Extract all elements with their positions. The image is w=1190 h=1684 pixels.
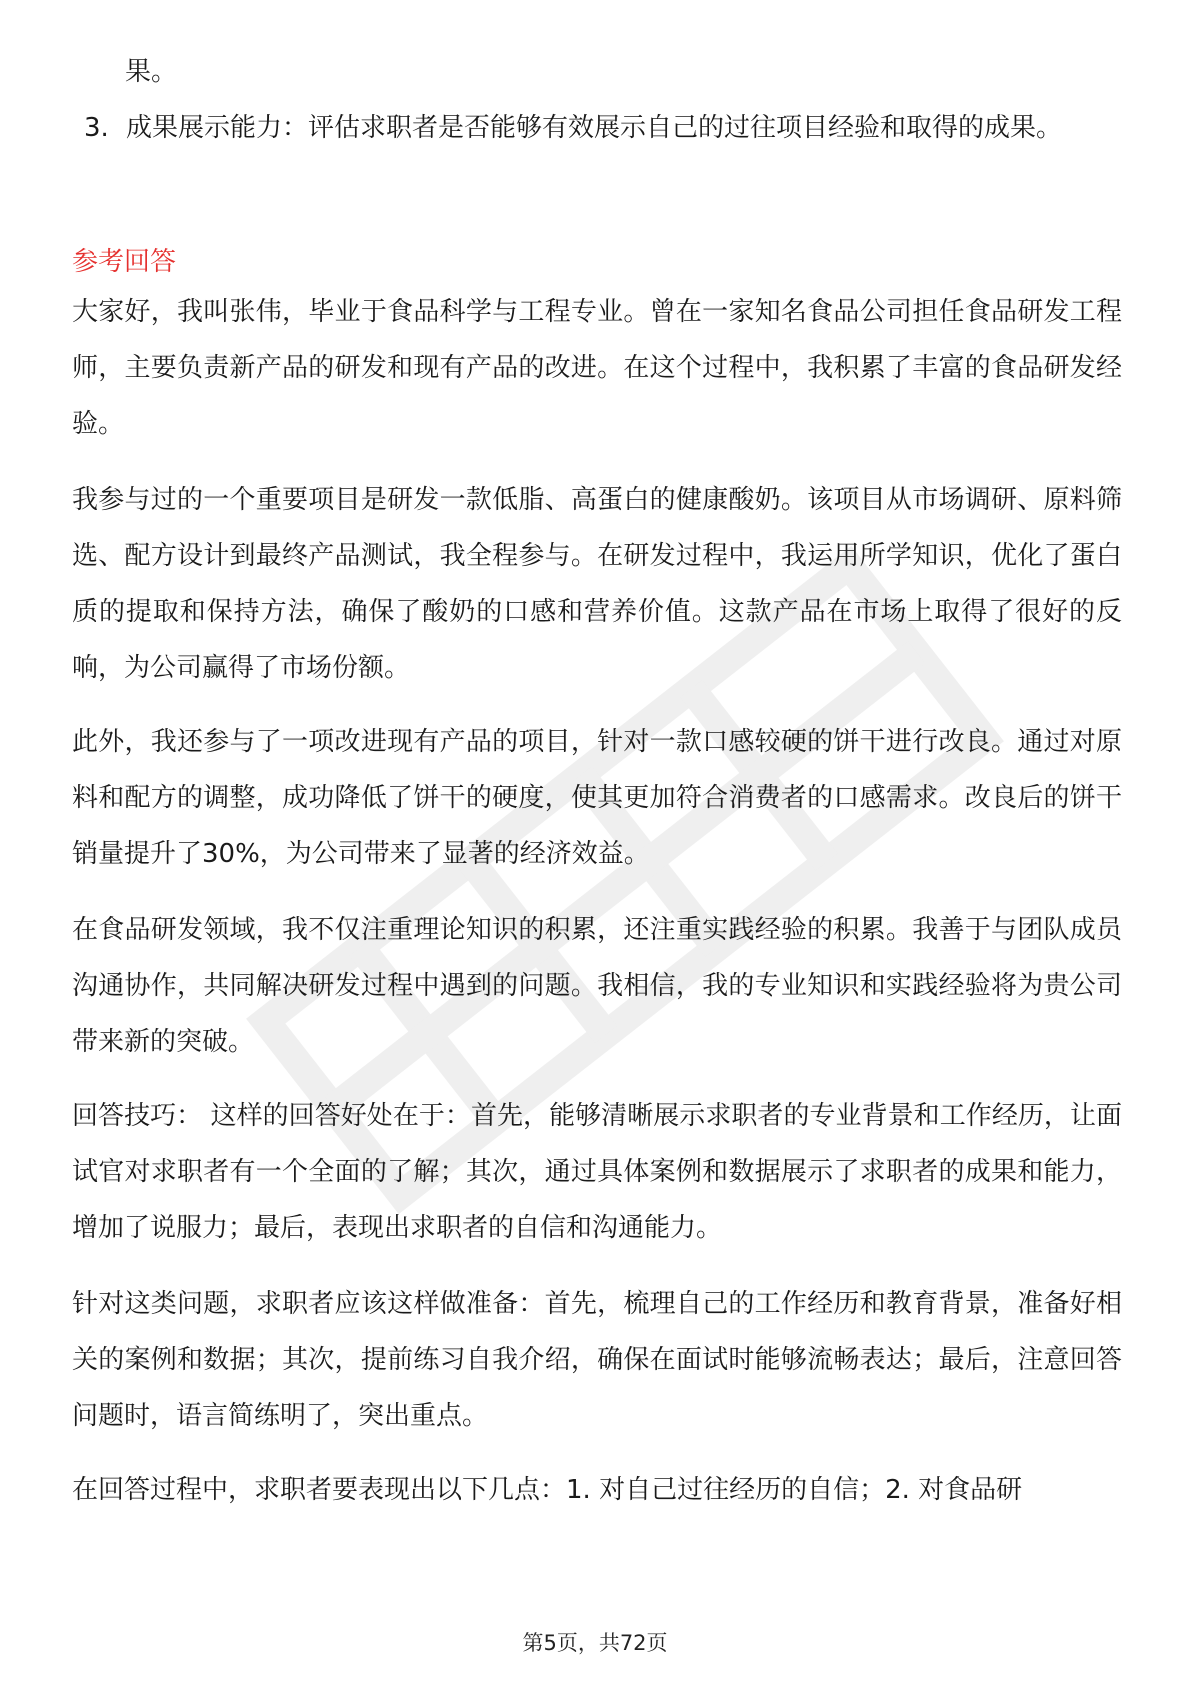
paragraph-project-yogurt: 我参与过的一个重要项目是研发一款低脂、高蛋白的健康酸奶。该项目从市场调研、原料筛选、配方设计到最终产品测试，我全程参与。在研发过程中，我运用所学知识，优化了蛋白质的提取和保持方法，确保了酸奶的口感和营养价值。这款产品在市场上取得了很好的反响，为公司赢得了市场份额。 bbox=[72, 485, 1122, 683]
page-number-footer: 第5页，共72页 bbox=[522, 1631, 668, 1655]
paragraph-answer-tips: 回答技巧： 这样的回答好处在于：首先，能够清晰展示求职者的专业背景和工作经历，让面试官对求职者有一个全面的了解；其次，通过具体案例和数据展示了求职者的成果和能力，增加了说服力；最后，表现出求职者的自信和沟通能力。 bbox=[72, 1101, 1122, 1243]
list-item bbox=[84, 100, 1124, 156]
paragraph-key-points: 在回答过程中，求职者要表现出以下几点：1. 对自己过往经历的自信；2. 对食品研 bbox=[72, 1475, 1023, 1505]
list-item-text: 成果展示能力：评估求职者是否能够有效展示自己的过往项目经验和取得的成果。 bbox=[126, 113, 1063, 143]
continuation-text: 果。 bbox=[125, 57, 178, 87]
list-item-number: 3. bbox=[84, 113, 109, 143]
section-heading: 参考回答 bbox=[72, 247, 177, 277]
paragraph-project-biscuit: 此外，我还参与了一项改进现有产品的项目，针对一款口感较硬的饼干进行改良。通过对原料和配方的调整，成功降低了饼干的硬度，使其更加符合消费者的口感需求。改良后的饼干销量提升了30%，为公司带来了显著的经济效益。 bbox=[72, 727, 1122, 869]
paragraph-intro: 大家好，我叫张伟，毕业于食品科学与工程专业。曾在一家知名食品公司担任食品研发工程师，主要负责新产品的研发和现有产品的改进。在这个过程中，我积累了丰富的食品研发经验。 bbox=[72, 297, 1122, 439]
paragraph-experience: 在食品研发领域，我不仅注重理论知识的积累，还注重实践经验的积累。我善于与团队成员沟通协作，共同解决研发过程中遇到的问题。我相信，我的专业知识和实践经验将为贵公司带来新的突破。 bbox=[72, 915, 1122, 1057]
paragraph-preparation: 针对这类问题，求职者应该这样做准备：首先，梳理自己的工作经历和教育背景，准备好相关的案例和数据；其次，提前练习自我介绍，确保在面试时能够流畅表达；最后，注意回答问题时，语言简练明了，突出重点。 bbox=[72, 1289, 1122, 1431]
